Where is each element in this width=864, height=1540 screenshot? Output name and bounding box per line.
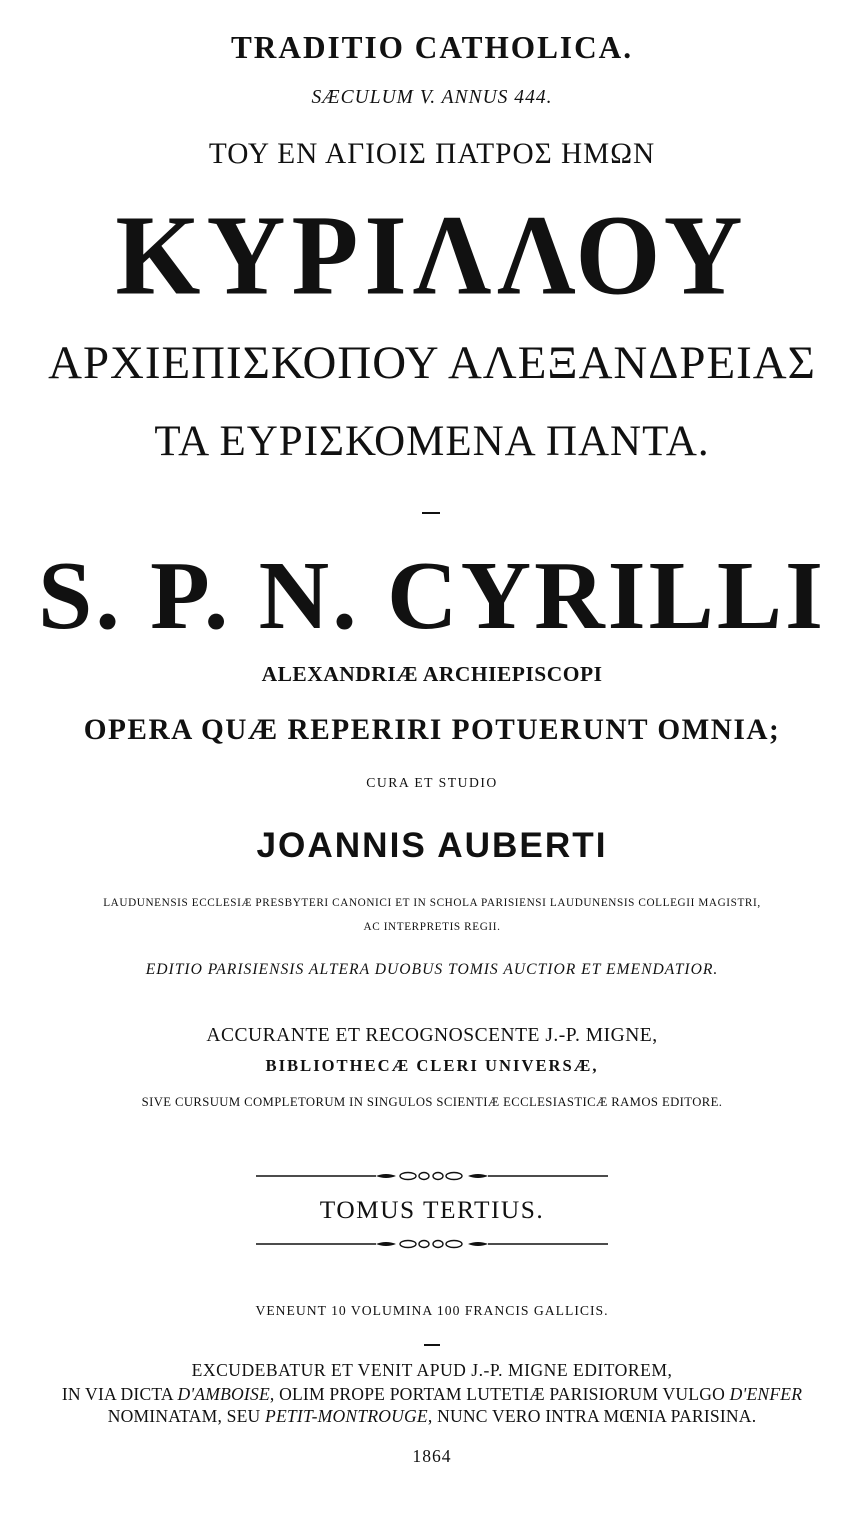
greek-ta-euriskomena-line: ΤΑ ΕΥΡΙΣΚΟΜΕΝΑ ΠΑΝΤΑ. bbox=[154, 418, 710, 465]
veneunt-line: VENEUNT 10 VOLUMINA 100 FRANCIS GALLICIS. bbox=[255, 1303, 609, 1318]
top-ornament-rule bbox=[256, 1170, 608, 1182]
cura-et-studio-line: CURA ET STUDIO bbox=[366, 775, 498, 790]
latin-author-name: S. P. N. CYRILLI bbox=[38, 542, 826, 650]
nom-petit-montrouge: PETIT-MONTROUGE bbox=[265, 1406, 428, 1426]
alexandriae-line: ALEXANDRIÆ ARCHIEPISCOPI bbox=[261, 662, 603, 686]
bottom-ornament-rule bbox=[256, 1238, 608, 1250]
greek-author-name: ΚΥΡΙΛΛΟΥ bbox=[115, 191, 749, 319]
editio-line: EDITIO PARISIENSIS ALTERA DUOBUS TOMIS AUCTIOR ET EMENDATIOR. bbox=[145, 961, 719, 978]
nominatam-line bbox=[0, 1408, 864, 1426]
bibliothecae-line: BIBLIOTHECÆ CLERI UNIVERSÆ, bbox=[265, 1056, 599, 1075]
via-amboise: D'AMBOISE bbox=[177, 1384, 270, 1404]
via-enfer: D'ENFER bbox=[729, 1384, 803, 1404]
via-text-2: , OLIM PROPE PORTAM LUTETIÆ PARISIORUM VULGO bbox=[269, 1384, 730, 1404]
publication-year: 1864 bbox=[412, 1446, 452, 1466]
editor-credentials-line-1: LAUDUNENSIS ECCLESIÆ PRESBYTERI CANONICI ET IN SCHOLA PARISIENSI LAUDUNENSIS COLLEGII MAGISTRI, bbox=[103, 897, 761, 909]
via-dicta-line bbox=[0, 1386, 864, 1404]
saeculum-line: SÆCULUM V. ANNUS 444. bbox=[311, 87, 553, 108]
editor-credentials-line-2: AC INTERPRETIS REGII. bbox=[363, 921, 501, 933]
excudebatur-line: EXCUDEBATUR ET VENIT APUD J.-P. MIGNE EDITOREM, bbox=[191, 1360, 673, 1380]
traditio-heading: TRADITIO CATHOLICA. bbox=[230, 30, 634, 65]
editor-name: JOANNIS AUBERTI bbox=[256, 826, 608, 865]
via-text-1: IN VIA DICTA bbox=[61, 1384, 178, 1404]
accurante-line: ACCURANTE ET RECOGNOSCENTE J.-P. MIGNE, bbox=[206, 1025, 658, 1046]
tomus-line: TOMUS TERTIUS. bbox=[319, 1196, 545, 1224]
opera-line: OPERA QUÆ REPERIRI POTUERUNT OMNIA; bbox=[83, 714, 781, 746]
separator-dash-2 bbox=[424, 1344, 440, 1346]
separator-dash bbox=[422, 512, 440, 514]
sive-cursuum-line: SIVE CURSUUM COMPLETORUM IN SINGULOS SCIENTIÆ ECCLESIASTICÆ RAMOS EDITORE. bbox=[141, 1095, 723, 1109]
greek-tou-en-line: ΤΟΥ ΕΝ ΑΓΙΟΙΣ ΠΑΤΡΟΣ ΗΜΩΝ bbox=[208, 138, 656, 170]
greek-archiepiskopou-line: ΑΡΧΙΕΠΙΣΚΟΠΟΥ ΑΛΕΞΑΝΔΡΕΙΑΣ bbox=[48, 337, 816, 389]
nom-text-2: , NUNC VERO INTRA MŒNIA PARISINA. bbox=[427, 1406, 757, 1426]
nom-text-1: NOMINATAM, SEU bbox=[107, 1406, 266, 1426]
